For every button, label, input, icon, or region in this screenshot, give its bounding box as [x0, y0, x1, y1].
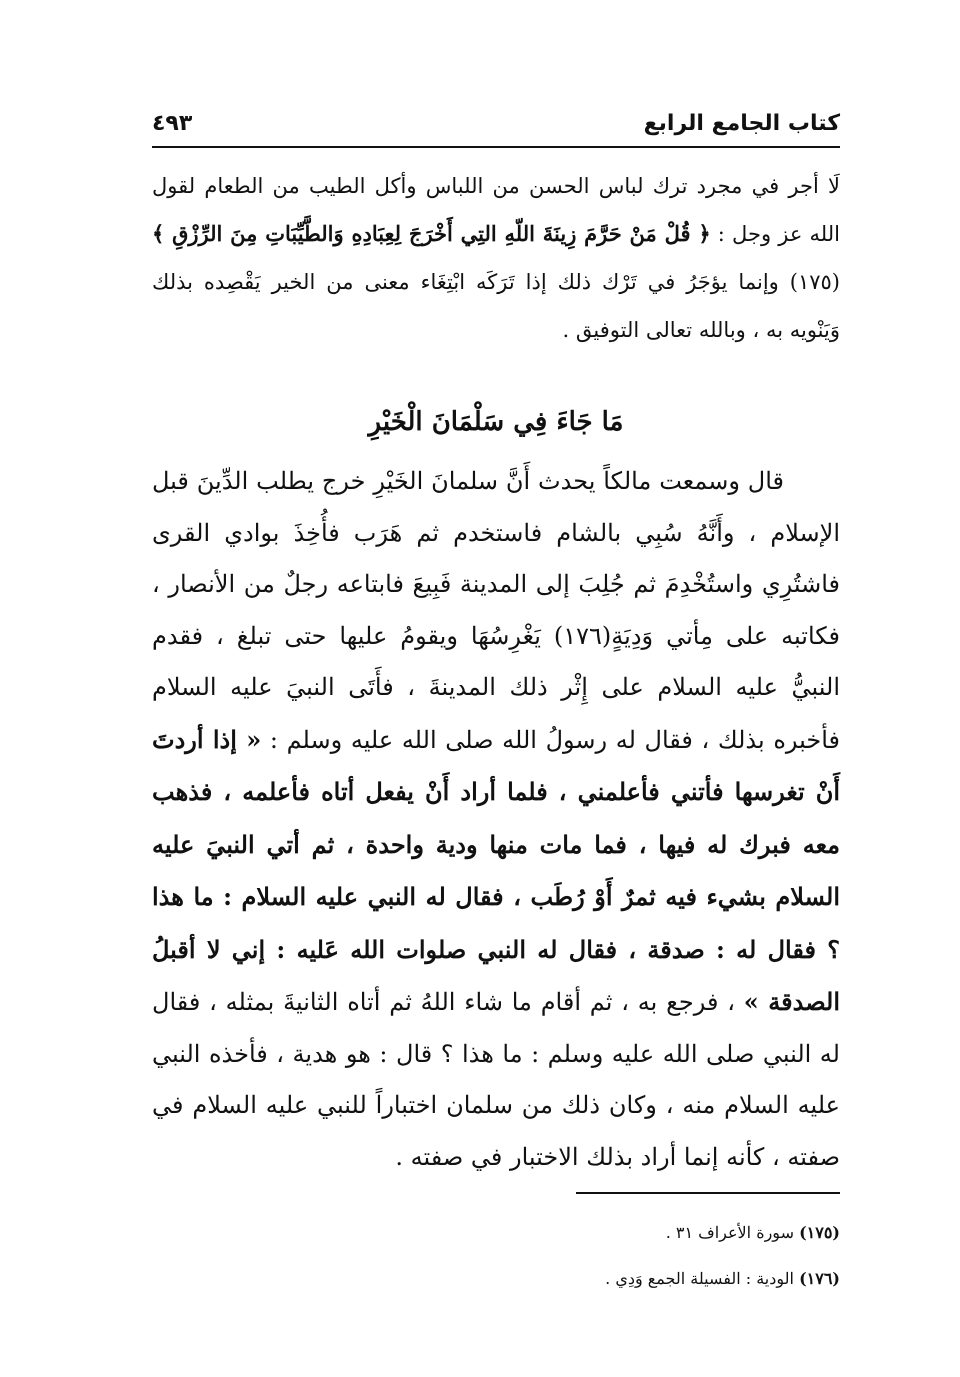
header-rule — [152, 146, 840, 148]
chapter-heading: مَا جَاءَ فِي سَلْمَانَ الْخَيْرِ — [368, 407, 624, 437]
footnote-text: الودية : الفسيلة الجمع وَدِي . — [605, 1269, 800, 1288]
footnote-175 — [152, 1210, 840, 1256]
footnote-number: (١٧٦) — [799, 1269, 840, 1288]
footnotes-rule — [576, 1192, 840, 1194]
quran-quote: ﴿ قُلْ مَنْ حَرَّمَ زِينَةَ اللّهِ التِي أَخْرَجَ لِعِبَادِهِ وَالطَّيِّبَاتِ مِنَ الرِّزْقِ ﴾ — [152, 221, 711, 246]
intro-text-continued: وإنما يؤجَرُ في تَرْك ذلك إذا تَرَكَه ابْتِغَاء معنى من الخير يَقْصِده بذلك وَيَنْويه به ، وبالله تعالى التوفيق . — [152, 270, 840, 342]
body-text — [152, 162, 840, 1183]
intro-paragraph — [152, 162, 840, 354]
footnotes — [152, 1210, 840, 1302]
main-paragraph — [152, 456, 840, 1183]
footnote-number: (١٧٥) — [799, 1223, 840, 1242]
footnote-ref-175: (١٧٥) — [789, 270, 840, 294]
footnote-text: سورة الأعراف ٣١ . — [665, 1223, 800, 1242]
footnote-ref-176: (١٧٦) — [553, 621, 612, 650]
narration-text: قال وسمعت مالكاً يحدث أَنَّ سلمانَ الخَيْرِ خرج يطلب الدِّينَ قبل الإسلام ، وأَنَّهُ سُبِي بالشام فاستخدم ثم هَرَب فأُخِذَ بوادي القرى فاشتُرِي واستُخْدِمَ ثم جُلِبَ إلى المدينة فَبِيعَ فابتاعه رجلٌ من الأنصار ، فكاتبه على مِأتي وَدِيَةٍ — [152, 467, 840, 650]
running-header — [152, 108, 840, 144]
footnote-176 — [152, 1256, 840, 1302]
narration-text-end: ، فرجع به ، ثم أقام ما شاء اللهُ ثم أتاه الثانيةَ بمثله ، فقال له النبي صلى الله عليه وسلم : ما هذا ؟ قال : هو هدية ، فأخذه النبي عليه السلام منه ، وكان ذلك من سلمان اختباراً للنبي عليه السلام في صفته ، كأنه إنما أراد بذلك الاختبار في صفته . — [152, 988, 840, 1171]
narration-text-continued: يَغْرِسُهَا ويقومُ عليها حتى تبلغ ، فقدم النبيُّ عليه السلام على إِثْر ذلك المدينةَ ، فأَتَى النبيَ عليه السلام فأخبره بذلك ، فقال له رسولُ الله صلى الله عليه وسلم : — [152, 621, 841, 754]
page-number: ٤٩٣ — [152, 111, 193, 136]
book-title: كتاب الجامع الرابع — [643, 111, 840, 136]
intro-text: لَا أجر في مجرد ترك لباس الحسن من اللباس وأكل الطيب من الطعام لقول الله عز وجل : — [152, 174, 840, 246]
hadith-quote: « إذا أردتَ أَنْ تغرسها فأتني فأعلمني ، فلما أراد أَنْ يفعل أتاه فأعلمه ، فذهب معه فبرك له فيها ، فما مات منها ودية واحدة ، ثم أتي النبيَ عليه السلام بشيء فيه ثمرٌ أَوْ رُطَب ، فقال له النبي عليه السلام : ما هذا ؟ فقال له : صدقة ، فقال له النبي صلوات الله عَليه : إني لا أقبلُ الصدقة » — [152, 724, 841, 1016]
